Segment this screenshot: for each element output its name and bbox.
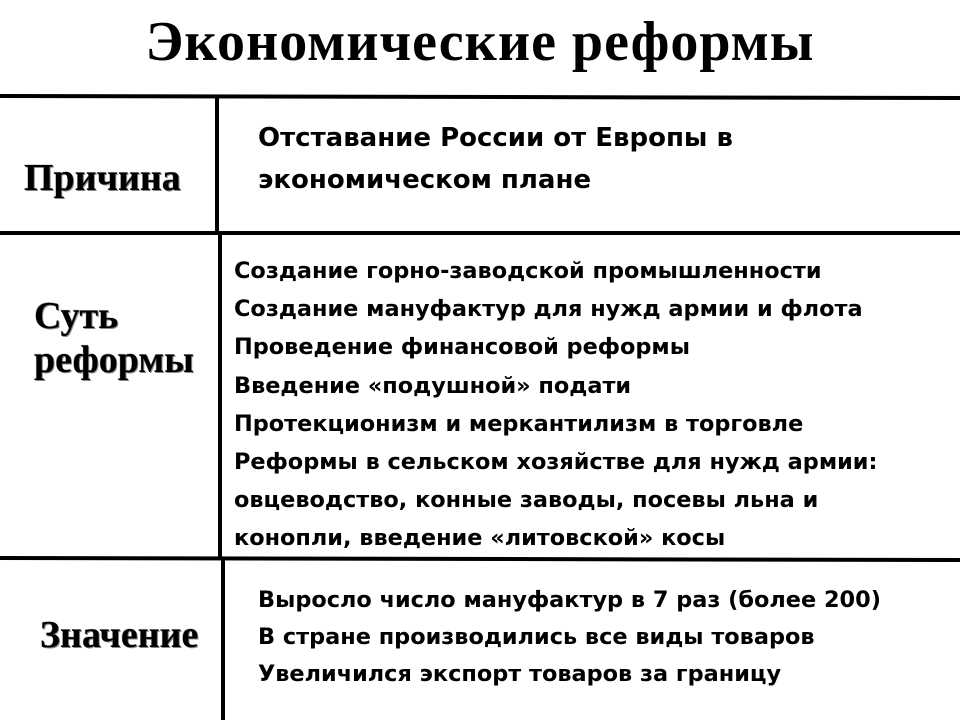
row-label-cause: Причина: [24, 157, 181, 199]
table-column-divider-2: [218, 232, 222, 558]
list-item: Создание мануфактур для нужд армии и флота: [234, 296, 863, 323]
list-item: Увеличился экспорт товаров за границу: [258, 661, 782, 687]
table-column-divider-3: [221, 560, 225, 720]
row-label-essence-line2: реформы: [34, 339, 194, 381]
cause-text: Отставание России от Европы в экономическом плане: [258, 123, 733, 195]
list-item: конопли, введение «литовской» косы: [234, 525, 726, 552]
table-column-divider-1: [215, 96, 219, 232]
list-item: Введение «подушной» подати: [234, 372, 632, 399]
page-title: Экономические реформы: [145, 11, 815, 73]
row-label-essence: [34, 294, 194, 382]
list-item: В стране производились все виды товаров: [258, 624, 815, 650]
list-item: Создание горно-заводской промышленности: [234, 258, 822, 284]
list-item: Протекционизм и меркантилизм в торговле: [234, 410, 804, 437]
list-item: овцеводство, конные заводы, посевы льна и: [234, 487, 819, 514]
row-label-meaning: Значение: [40, 614, 199, 656]
essence-list: [234, 252, 949, 558]
meaning-list: [258, 582, 948, 693]
table-divider-top: [0, 94, 960, 100]
list-item: Выросло число мануфактур в 7 раз (более 200): [258, 587, 881, 613]
table-divider-middle: [0, 231, 960, 235]
row-label-essence-line1: Суть: [34, 295, 119, 337]
list-item: Реформы в сельском хозяйстве для нужд армии:: [234, 449, 878, 476]
list-item: Проведение финансовой реформы: [234, 334, 690, 361]
